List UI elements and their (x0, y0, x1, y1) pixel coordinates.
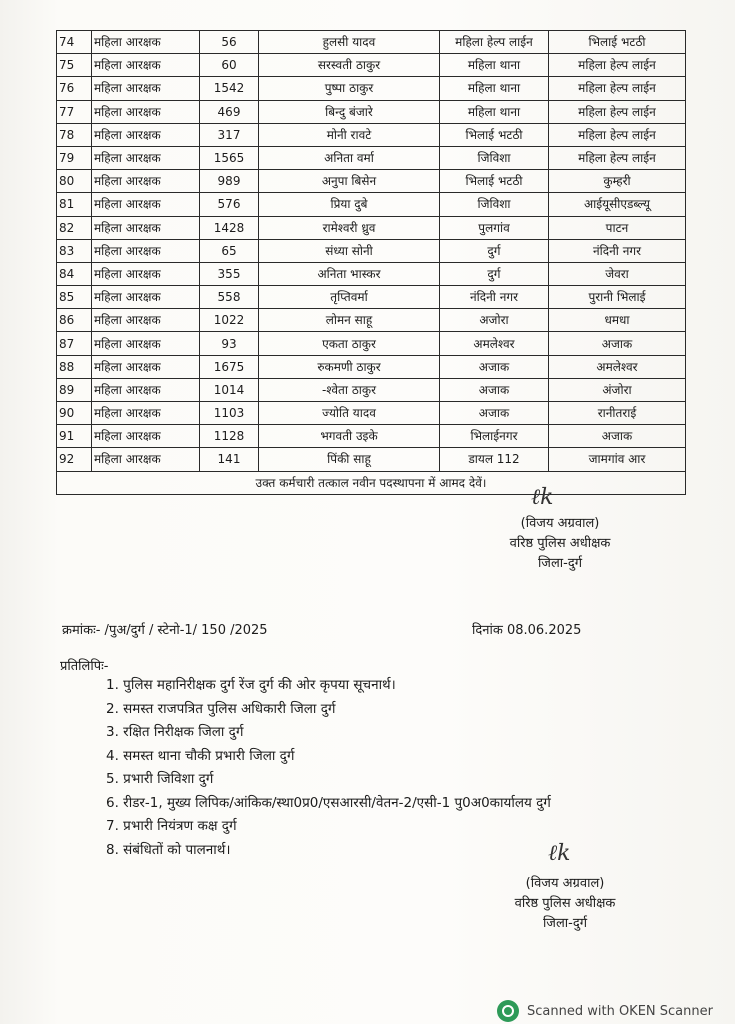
table-row (57, 378, 686, 401)
current-posting: अजाक (440, 355, 549, 378)
post-title: महिला आरक्षक (92, 170, 200, 193)
current-posting: डायल 112 (440, 448, 549, 471)
post-title: महिला आरक्षक (92, 123, 200, 146)
current-posting: पुलगांव (440, 216, 549, 239)
table-row (57, 54, 686, 77)
badge-number: 469 (200, 100, 259, 123)
new-posting: महिला हेल्प लाईन (549, 100, 686, 123)
copy-to-list (106, 674, 551, 862)
serial-number: 86 (57, 309, 92, 332)
employee-name: बिन्दु बंजारे (259, 100, 440, 123)
badge-number: 576 (200, 193, 259, 216)
serial-number: 79 (57, 146, 92, 169)
current-posting: जिविशा (440, 146, 549, 169)
copy-to-item: 3. रक्षित निरीक्षक जिला दुर्ग (106, 724, 244, 740)
current-posting: अजाक (440, 378, 549, 401)
current-posting: अजोरा (440, 309, 549, 332)
employee-name: रुकमणी ठाकुर (259, 355, 440, 378)
new-posting: जामगांव आर (549, 448, 686, 471)
employee-name: भगवती उइके (259, 425, 440, 448)
badge-number: 141 (200, 448, 259, 471)
serial-number: 75 (57, 54, 92, 77)
badge-number: 317 (200, 123, 259, 146)
signatory-designation-1: वरिष्ठ पुलिस अधीक्षक (509, 536, 611, 551)
table-row (57, 77, 686, 100)
badge-number: 1022 (200, 309, 259, 332)
employee-name: पुष्पा ठाकुर (259, 77, 440, 100)
post-title: महिला आरक्षक (92, 262, 200, 285)
new-posting: अमलेश्वर (549, 355, 686, 378)
badge-number: 355 (200, 262, 259, 285)
footnote-row (57, 471, 686, 494)
new-posting: अजाक (549, 332, 686, 355)
serial-number: 77 (57, 100, 92, 123)
serial-number: 85 (57, 286, 92, 309)
post-title: महिला आरक्षक (92, 448, 200, 471)
employee-name: मोनी रावटे (259, 123, 440, 146)
post-title: महिला आरक्षक (92, 425, 200, 448)
post-title: महिला आरक्षक (92, 146, 200, 169)
current-posting: भिलाई भटठी (440, 170, 549, 193)
new-posting: रानीतराई (549, 402, 686, 425)
badge-number: 989 (200, 170, 259, 193)
current-posting: महिला थाना (440, 54, 549, 77)
table-row (57, 286, 686, 309)
serial-number: 90 (57, 402, 92, 425)
signature-block-2 (500, 841, 630, 934)
serial-number: 80 (57, 170, 92, 193)
post-title: महिला आरक्षक (92, 31, 200, 54)
new-posting: पुरानी भिलाई (549, 286, 686, 309)
serial-number: 92 (57, 448, 92, 471)
signatory-district-2: जिला-दुर्ग (542, 916, 588, 931)
scanner-text: Scanned with OKEN Scanner (527, 1003, 713, 1019)
post-title: महिला आरक्षक (92, 402, 200, 425)
copy-to-item: 8. संबंधितों को पालनार्थ। (106, 841, 231, 858)
new-posting: धमधा (549, 309, 686, 332)
table-row (57, 355, 686, 378)
signatory-district-1: जिला-दुर्ग (537, 556, 583, 571)
order-reference: क्रमांकः- /पुअ/दुर्ग / स्टेनो-1/ 150 /2025 (62, 623, 268, 638)
current-posting: भिलाई भटठी (440, 123, 549, 146)
copy-to-item: 7. प्रभारी नियंत्रण कक्ष दुर्ग (106, 818, 237, 834)
post-title: महिला आरक्षक (92, 216, 200, 239)
serial-number: 78 (57, 123, 92, 146)
table-row (57, 216, 686, 239)
current-posting: महिला हेल्प लाईन (440, 31, 549, 54)
copy-to-item: 2. समस्त राजपत्रित पुलिस अधिकारी जिला दुर्ग (106, 700, 336, 717)
employee-name: सरस्वती ठाकुर (259, 54, 440, 77)
serial-number: 84 (57, 262, 92, 285)
new-posting: महिला हेल्प लाईन (549, 77, 686, 100)
transfer-table-body (57, 31, 686, 472)
badge-number: 1014 (200, 378, 259, 401)
post-title: महिला आरक्षक (92, 286, 200, 309)
table-row (57, 146, 686, 169)
post-title: महिला आरक्षक (92, 77, 200, 100)
employee-name: एकता ठाकुर (259, 332, 440, 355)
employee-name: रामेश्वरी ध्रुव (259, 216, 440, 239)
current-posting: जिविशा (440, 193, 549, 216)
current-posting: दुर्ग (440, 262, 549, 285)
signature-scribble-2: ℓk (548, 841, 571, 866)
new-posting: महिला हेल्प लाईन (549, 123, 686, 146)
employee-name: तृप्तिवर्मा (259, 286, 440, 309)
badge-number: 93 (200, 332, 259, 355)
current-posting: दुर्ग (440, 239, 549, 262)
serial-number: 87 (57, 332, 92, 355)
table-row (57, 123, 686, 146)
table-row (57, 425, 686, 448)
current-posting: अजाक (440, 402, 549, 425)
new-posting: महिला हेल्प लाईन (549, 54, 686, 77)
badge-number: 56 (200, 31, 259, 54)
new-posting: पाटन (549, 216, 686, 239)
order-date: दिनांक 08.06.2025 (472, 623, 582, 638)
signature-scribble-1: ℓk (531, 485, 554, 510)
badge-number: 1428 (200, 216, 259, 239)
employee-name: प्रिया दुबे (259, 193, 440, 216)
signatory-name-2: (विजय अग्रवाल) (525, 876, 605, 891)
copy-to-item: 4. समस्त थाना चौकी प्रभारी जिला दुर्ग (106, 747, 295, 764)
new-posting: आईयूसीएडब्ल्यू (549, 193, 686, 216)
table-row (57, 309, 686, 332)
table-row (57, 193, 686, 216)
new-posting: अंजोरा (549, 378, 686, 401)
badge-number: 1565 (200, 146, 259, 169)
serial-number: 89 (57, 378, 92, 401)
copy-to-item: 6. रीडर-1, मुख्य लिपिक/आंकिक/स्था0प्र0/एसआरसी/वेतन-2/एसी-1 पु0अ0कार्यालय दुर्ग (106, 794, 551, 811)
table-row (57, 402, 686, 425)
serial-number: 83 (57, 239, 92, 262)
employee-name: लोमन साहू (259, 309, 440, 332)
badge-number: 65 (200, 239, 259, 262)
badge-number: 558 (200, 286, 259, 309)
signatory-designation-2: वरिष्ठ पुलिस अधीक्षक (514, 896, 616, 911)
new-posting: अजाक (549, 425, 686, 448)
footnote-text: उक्त कर्मचारी तत्काल नवीन पदस्थापना में आमद देवें। (57, 471, 686, 494)
new-posting: कुम्हरी (549, 170, 686, 193)
current-posting: महिला थाना (440, 100, 549, 123)
post-title: महिला आरक्षक (92, 100, 200, 123)
serial-number: 76 (57, 77, 92, 100)
employee-name: -श्वेता ठाकुर (259, 378, 440, 401)
badge-number: 1542 (200, 77, 259, 100)
serial-number: 74 (57, 31, 92, 54)
copy-to-item: 1. पुलिस महानिरीक्षक दुर्ग रेंज दुर्ग की ओर कृपया सूचनार्थ। (106, 677, 396, 693)
scanner-logo-icon (497, 1000, 519, 1022)
employee-name: हुलसी यादव (259, 31, 440, 54)
order-reference-line (62, 620, 622, 638)
table-row (57, 170, 686, 193)
employee-name: ज्योति यादव (259, 402, 440, 425)
post-title: महिला आरक्षक (92, 54, 200, 77)
new-posting: नंदिनी नगर (549, 239, 686, 262)
current-posting: महिला थाना (440, 77, 549, 100)
serial-number: 91 (57, 425, 92, 448)
copy-to-item: 5. प्रभारी जिविशा दुर्ग (106, 771, 214, 787)
employee-name: अनुपा बिसेन (259, 170, 440, 193)
new-posting: महिला हेल्प लाईन (549, 146, 686, 169)
new-posting: भिलाई भटठी (549, 31, 686, 54)
current-posting: भिलाईनगर (440, 425, 549, 448)
serial-number: 81 (57, 193, 92, 216)
table-row (57, 262, 686, 285)
post-title: महिला आरक्षक (92, 378, 200, 401)
employee-name: संध्या सोनी (259, 239, 440, 262)
employee-name: अनिता भास्कर (259, 262, 440, 285)
badge-number: 60 (200, 54, 259, 77)
scanner-watermark (497, 1000, 713, 1022)
table-row (57, 239, 686, 262)
table-row (57, 448, 686, 471)
copy-to-label: प्रतिलिपिः- (60, 659, 109, 674)
serial-number: 88 (57, 355, 92, 378)
post-title: महिला आरक्षक (92, 239, 200, 262)
post-title: महिला आरक्षक (92, 332, 200, 355)
current-posting: अमलेश्वर (440, 332, 549, 355)
badge-number: 1675 (200, 355, 259, 378)
new-posting: जेवरा (549, 262, 686, 285)
table-row (57, 100, 686, 123)
post-title: महिला आरक्षक (92, 309, 200, 332)
current-posting: नंदिनी नगर (440, 286, 549, 309)
table-row (57, 332, 686, 355)
badge-number: 1128 (200, 425, 259, 448)
post-title: महिला आरक्षक (92, 355, 200, 378)
badge-number: 1103 (200, 402, 259, 425)
table-row (57, 31, 686, 54)
employee-name: अनिता वर्मा (259, 146, 440, 169)
employee-name: पिंकी साहू (259, 448, 440, 471)
signature-block-1 (495, 485, 625, 574)
transfer-table (56, 30, 686, 495)
serial-number: 82 (57, 216, 92, 239)
post-title: महिला आरक्षक (92, 193, 200, 216)
signatory-name-1: (विजय अग्रवाल) (520, 516, 600, 531)
